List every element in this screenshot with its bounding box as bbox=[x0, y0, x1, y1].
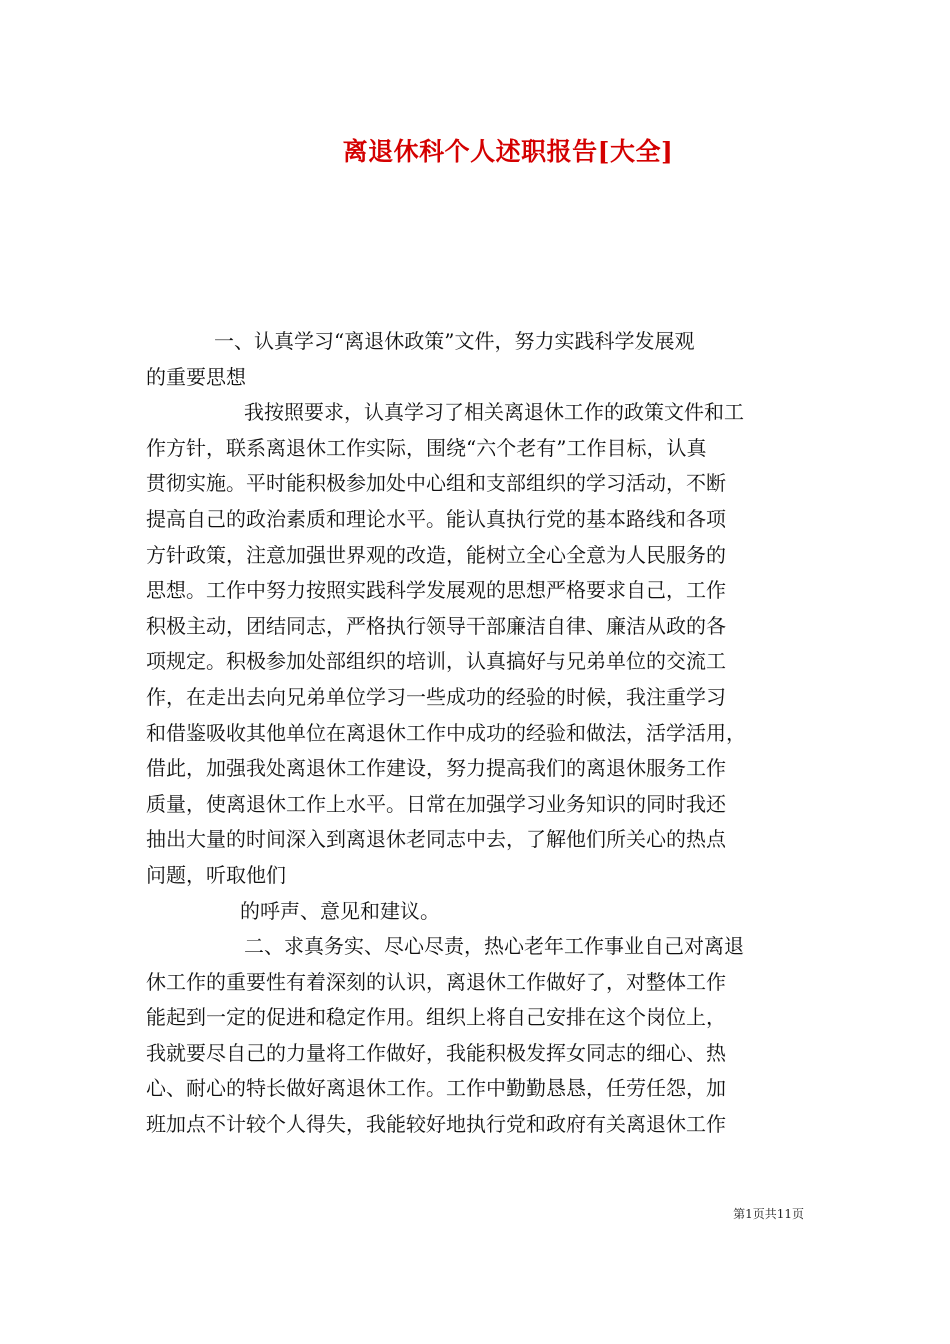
text-line: 我就要尽自己的力量将工作做好，我能积极发挥女同志的细心、热 bbox=[146, 1040, 726, 1065]
text-line: 抽出大量的时间深入到离退休老同志中去，了解他们所关心的热点 bbox=[146, 827, 726, 852]
text-line: 心、耐心的特长做好离退休工作。工作中勤勤恳恳，任劳任怨，加 bbox=[146, 1076, 726, 1101]
text-line: 班加点不计较个人得失，我能较好地执行党和政府有关离退休工作 bbox=[146, 1112, 726, 1137]
text-line: 项规定。积极参加处部组织的培训，认真搞好与兄弟单位的交流工 bbox=[146, 649, 726, 674]
document-title: 离退休科个人述职报告[大全] bbox=[342, 137, 674, 166]
text-line: 问题，听取他们 bbox=[146, 862, 286, 887]
page-number-footer: 第1页共11页 bbox=[733, 1207, 804, 1221]
text-line: 积极主动，团结同志，严格执行领导干部廉洁自律、廉洁从政的各 bbox=[146, 613, 726, 638]
text-line: 思想。工作中努力按照实践科学发展观的思想严格要求自己，工作 bbox=[146, 578, 726, 603]
text-line: 的重要思想 bbox=[146, 364, 246, 389]
text-line-continued: 的呼声、意见和建议。 bbox=[240, 898, 440, 923]
text-line: 质量，使离退休工作上水平。日常在加强学习业务知识的同时我还 bbox=[146, 791, 726, 816]
text-line: 提高自己的政治素质和理论水平。能认真执行党的基本路线和各项 bbox=[146, 506, 726, 531]
section-heading-2: 二、求真务实、尽心尽责，热心老年工作事业自己对离退 bbox=[244, 934, 744, 959]
text-line: 方针政策，注意加强世界观的改造，能树立全心全意为人民服务的 bbox=[146, 542, 726, 567]
text-line: 和借鉴吸收其他单位在离退休工作中成功的经验和做法，活学活用， bbox=[146, 720, 746, 745]
section-heading-1: 一、认真学习“离退休政策”文件，努力实践科学发展观 bbox=[214, 329, 695, 353]
text-line: 作，在走出去向兄弟单位学习一些成功的经验的时候，我注重学习 bbox=[146, 684, 726, 709]
text-line: 休工作的重要性有着深刻的认识，离退休工作做好了，对整体工作 bbox=[146, 969, 726, 994]
text-line: 借此，加强我处离退休工作建设，努力提高我们的离退休服务工作 bbox=[146, 756, 726, 781]
text-line: 贯彻实施。平时能积极参加处中心组和支部组织的学习活动，不断 bbox=[146, 471, 726, 496]
text-line: 作方针，联系离退休工作实际，围绕“六个老有”工作目标，认真 bbox=[146, 435, 707, 460]
document-body bbox=[146, 324, 818, 1143]
paragraph-start: 我按照要求，认真学习了相关离退休工作的政策文件和工 bbox=[244, 400, 744, 425]
text-line: 能起到一定的促进和稳定作用。组织上将自己安排在这个岗位上， bbox=[146, 1005, 726, 1030]
